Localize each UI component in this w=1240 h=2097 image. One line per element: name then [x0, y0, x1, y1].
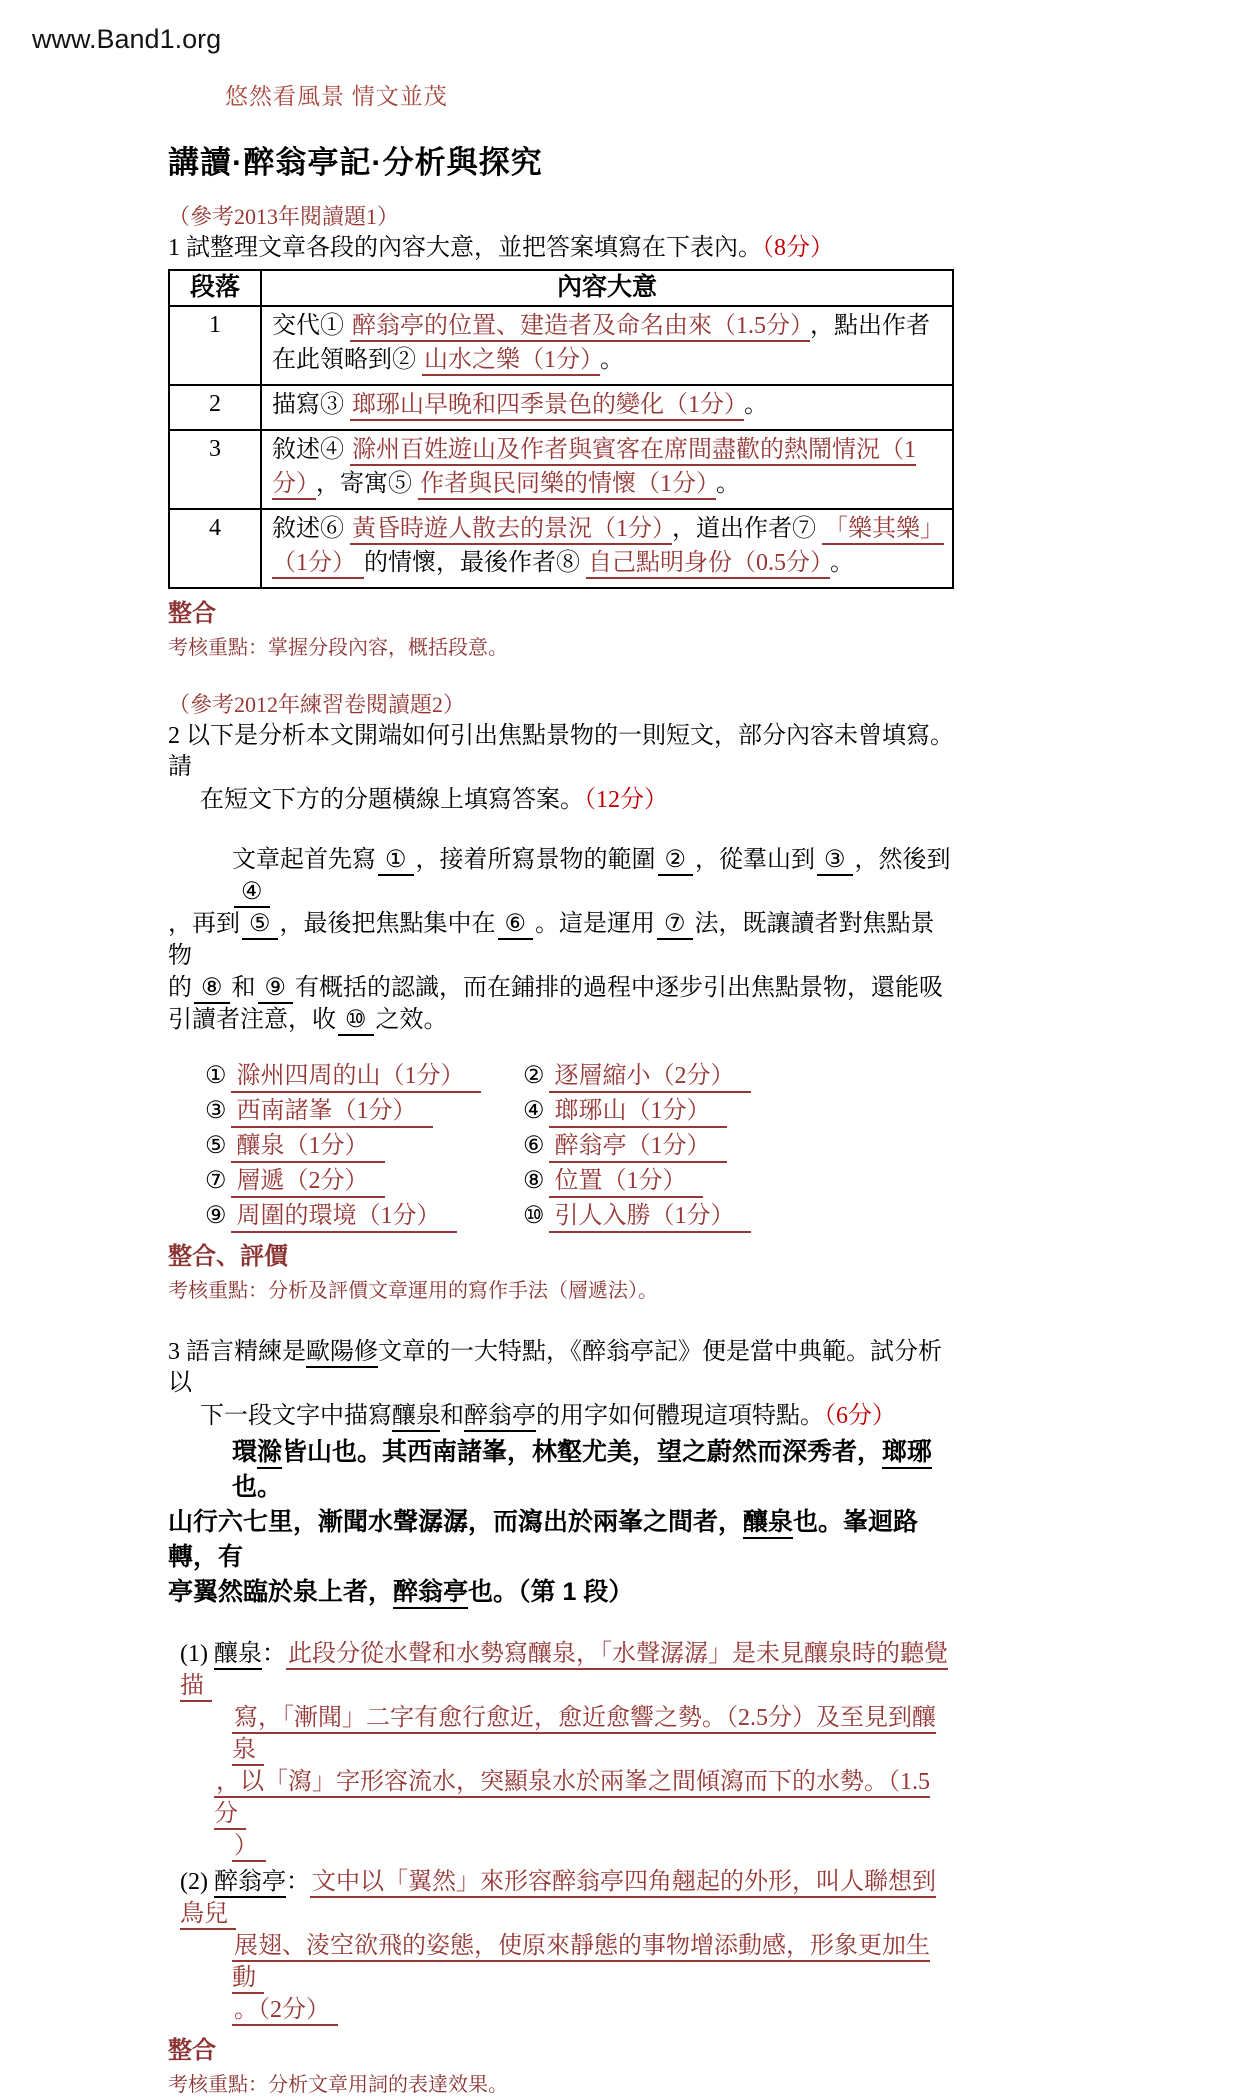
- worksheet-content: [168, 0, 954, 2097]
- text-run: 也。: [232, 1473, 283, 1501]
- text-run: 之效。: [375, 1007, 448, 1033]
- assessment-focus: 考核重點：掌握分段內容，概括段意。: [168, 637, 508, 659]
- blank-field[interactable]: ⑦: [657, 911, 693, 940]
- answer-item: [205, 1130, 523, 1162]
- text-run: 下一段文字中描寫: [200, 1403, 392, 1429]
- answer-item: [205, 1095, 523, 1127]
- answer-number: ④: [523, 1098, 545, 1124]
- text-run: 。: [600, 347, 624, 373]
- text-run: (1): [180, 1641, 214, 1667]
- answer-text: 滁州四周的山（1分）: [231, 1063, 481, 1093]
- text-run: 文章起首先寫: [232, 847, 376, 873]
- q3-stem-line1: [168, 1337, 954, 1399]
- answer-text: 展翅、淩空欲飛的姿態，使原來靜態的事物增添動感，形象更加生動: [232, 1933, 930, 1994]
- table-row: [169, 509, 953, 588]
- paragraph-number: 3: [169, 430, 261, 509]
- answer-text: 滁州百姓遊山及作者與賓客在席間盡歡的熱鬧情況（1分）: [272, 437, 916, 500]
- q3-answer-1: [180, 1638, 954, 1862]
- text-run: ：: [261, 1641, 286, 1667]
- paragraph-number: 1: [169, 306, 261, 385]
- underlined-term: 釀泉: [214, 1641, 262, 1670]
- marks-label: （12分）: [584, 787, 668, 813]
- blank-field[interactable]: ⑩: [338, 1007, 374, 1036]
- answer-text: 自己點明身份（0.5分）: [586, 550, 830, 579]
- text-run: 法，既讓讀者對焦點景物: [168, 911, 935, 969]
- text-run: ，點出作者在此領略到②: [272, 313, 930, 373]
- text-run: 在短文下方的分題橫線上填寫答案。: [200, 787, 584, 813]
- answer-line: [232, 1702, 954, 1766]
- q3-answer-2: [180, 1866, 954, 2026]
- q2-stem-line1: [168, 721, 954, 783]
- answer-text: 「樂其樂」（1分）: [272, 516, 944, 579]
- answer-text: 位置（1分）: [549, 1168, 703, 1198]
- q1-reference-note: （參考2013年閱讀題1）: [168, 204, 400, 229]
- text-run: 的用字如何體現這項特點。: [536, 1403, 824, 1429]
- table-header-row: [169, 270, 953, 306]
- table-row: [169, 385, 953, 430]
- answer-number: ⑩: [523, 1203, 545, 1229]
- page-title: 講讀·醉翁亭記·分析與探究: [168, 145, 543, 180]
- section-heading-integrate-evaluate: 整合、評價: [168, 1243, 288, 1270]
- blank-field[interactable]: ⑨: [258, 975, 294, 1004]
- answer-line: [214, 1766, 954, 1830]
- answer-text: 寫，「漸聞」二字有愈行愈近，愈近愈響之勢。（2.5分）及至見到釀泉: [232, 1705, 936, 1766]
- text-run: 。: [744, 392, 768, 418]
- underlined-term: 歐陽修: [306, 1339, 378, 1368]
- paragraph-summary: [261, 385, 953, 430]
- marks-label: （8分）: [762, 235, 834, 261]
- answer-item: [523, 1165, 883, 1197]
- text-run: 3 語言精練是: [168, 1339, 306, 1365]
- underlined-term: 釀泉: [743, 1508, 793, 1539]
- text-run: 和: [231, 975, 256, 1001]
- answer-text: 此段分從水聲和水勢寫釀泉，「水聲潺潺」是未見釀泉時的聽覺描: [180, 1641, 948, 1702]
- answer-item: [523, 1200, 883, 1232]
- text-run: 文章的一大特點，《醉翁亭記》便是當中典範。試分析以: [168, 1339, 942, 1396]
- text-run: 。這是運用: [535, 911, 656, 937]
- section-heading-integrate: 整合: [168, 600, 216, 627]
- paragraph-summary: [261, 430, 953, 509]
- text-run: 。: [830, 550, 854, 576]
- text-run: 敘述⑥: [272, 516, 350, 542]
- site-watermark: www.Band1.org: [32, 24, 222, 54]
- blank-field[interactable]: ⑥: [498, 911, 534, 940]
- q2-cloze-passage: [168, 844, 954, 1036]
- answer-item: [523, 1060, 883, 1092]
- underlined-term: 瑯琊: [882, 1438, 932, 1469]
- assessment-focus: 考核重點：分析及評價文章運用的寫作手法（層遞法）。: [168, 1280, 658, 1302]
- table-header-paragraph: 段落: [169, 270, 261, 306]
- answer-item: [523, 1130, 883, 1162]
- answer-line: [180, 1638, 954, 1702]
- text-run: 也。峯迴路轉，有: [168, 1508, 919, 1571]
- q2-answers-grid: [205, 1060, 954, 1232]
- passage-line: [168, 1004, 954, 1036]
- marks-label: （6分）: [824, 1403, 896, 1429]
- table-header-summary: 內容大意: [261, 270, 953, 306]
- answer-item: [205, 1200, 523, 1232]
- answer-item: [523, 1095, 883, 1127]
- text-run: ，接着所寫景物的範圍: [415, 847, 656, 873]
- text-run: 有概括的認識，而在鋪排的過程中逐步引出焦點景物，還能吸: [295, 975, 944, 1001]
- quote-line: [168, 1505, 954, 1575]
- text-run: 也。（第 1 段）: [468, 1578, 634, 1606]
- table-row: [169, 430, 953, 509]
- underlined-term: 滁: [257, 1438, 282, 1469]
- text-run: 皆山也。其西南諸峯，林壑尤美，望之蔚然而深秀者，: [282, 1438, 883, 1466]
- blank-field[interactable]: ⑧: [194, 975, 230, 1004]
- answer-text: 山水之樂（1分）: [422, 347, 600, 376]
- answer-number: ⑨: [205, 1203, 227, 1229]
- answer-number: ⑤: [205, 1133, 227, 1159]
- underlined-term: 醉翁亭: [214, 1869, 286, 1898]
- answer-text: 。（2分）: [232, 1997, 338, 2026]
- answer-line: [232, 1994, 954, 2026]
- assessment-focus: 考核重點：分析文章用詞的表達效果。: [168, 2074, 508, 2096]
- text-run: 山行六七里，漸聞水聲潺潺，而瀉出於兩峯之間者，: [168, 1508, 744, 1536]
- quote-line: [232, 1435, 954, 1505]
- answer-number: ⑧: [523, 1168, 545, 1194]
- answer-item: [205, 1165, 523, 1197]
- answer-text: 醉翁亭（1分）: [549, 1133, 727, 1163]
- underlined-term: 醉翁亭: [393, 1578, 468, 1609]
- answer-number: ⑦: [205, 1168, 227, 1194]
- answer-text: 釀泉（1分）: [231, 1133, 385, 1163]
- publisher-slogan: 悠然看風景 情文並茂: [225, 84, 448, 109]
- answer-text: 層遞（2分）: [231, 1168, 385, 1198]
- text-run: 描寫③: [272, 392, 350, 418]
- paragraph-number: 2: [169, 385, 261, 430]
- q3-source-quote: [168, 1435, 954, 1610]
- q3-stem-line2: [200, 1401, 954, 1432]
- text-run: ，最後把焦點集中在: [279, 911, 496, 937]
- answer-item: [205, 1060, 523, 1092]
- answer-number: ⑥: [523, 1133, 545, 1159]
- text-run: ，再到: [168, 911, 240, 937]
- answer-text: 引人入勝（1分）: [549, 1203, 751, 1233]
- text-run: ：: [285, 1869, 310, 1895]
- passage-line: [232, 844, 954, 908]
- answer-number: ③: [205, 1098, 227, 1124]
- text-run: (2): [180, 1869, 214, 1895]
- text-run: 環: [232, 1438, 258, 1466]
- answer-number: ②: [523, 1063, 545, 1089]
- answer-line: [232, 1930, 954, 1994]
- answer-text: ）: [232, 1833, 266, 1862]
- paragraph-summary: [261, 509, 953, 588]
- answer-line: [180, 1866, 954, 1930]
- text-run: 交代①: [272, 313, 350, 339]
- answer-text: 逐層縮小（2分）: [549, 1063, 751, 1093]
- blank-field[interactable]: ⑤: [242, 911, 278, 940]
- answer-text: 西南諸峯（1分）: [231, 1098, 433, 1128]
- table-row: [169, 306, 953, 385]
- passage-line: [168, 908, 954, 972]
- text-run: 的: [168, 975, 192, 1001]
- answer-text: 作者與民同樂的情懷（1分）: [418, 471, 716, 500]
- paragraph-summary: [261, 306, 953, 385]
- paragraph-number: 4: [169, 509, 261, 588]
- text-run: ，然後到: [854, 847, 951, 873]
- text-run: 。: [716, 471, 740, 497]
- answer-text: ，以「瀉」字形容流水，突顯泉水於兩峯之間傾瀉而下的水勢。（1.5分: [214, 1769, 930, 1830]
- text-run: 亭翼然臨於泉上者，: [168, 1578, 394, 1606]
- q1-answer-table: [168, 269, 954, 589]
- text-run: ，道出作者⑦: [672, 516, 822, 542]
- section-heading-integrate: 整合: [168, 2037, 216, 2064]
- blank-field[interactable]: ④: [234, 879, 270, 908]
- answer-text: 黃昏時遊人散去的景況（1分）: [350, 516, 672, 545]
- text-run: 引讀者注意，收: [168, 1007, 336, 1033]
- answer-text: 瑯琊山早晚和四季景色的變化（1分）: [350, 392, 744, 421]
- underlined-term: 醉翁亭: [464, 1403, 536, 1432]
- text-run: ，從羣山到: [695, 847, 816, 873]
- answer-text: 醉翁亭的位置、建造者及命名由來（1.5分）: [350, 313, 810, 342]
- q2-reference-note: （參考2012年練習卷閱讀題2）: [168, 692, 466, 717]
- q2-stem-line2: [200, 785, 954, 816]
- blank-field[interactable]: ②: [658, 847, 694, 876]
- text-run: 和: [440, 1403, 464, 1429]
- answer-text: 周圍的環境（1分）: [231, 1203, 457, 1233]
- quote-line: [168, 1575, 954, 1610]
- underlined-term: 釀泉: [392, 1403, 440, 1432]
- answer-text: 文中以「翼然」來形容醉翁亭四角翹起的外形，叫人聯想到鳥兒: [180, 1869, 936, 1930]
- passage-line: [168, 972, 954, 1004]
- blank-field[interactable]: ③: [817, 847, 853, 876]
- answer-number: ①: [205, 1063, 227, 1089]
- blank-field[interactable]: ①: [378, 847, 414, 876]
- text-run: 2 以下是分析本文開端如何引出焦點景物的一則短文，部分內容未曾填寫。請: [168, 723, 954, 780]
- answer-text: 瑯琊山（1分）: [549, 1098, 727, 1128]
- text-run: 敘述④: [272, 437, 350, 463]
- text-run: 的情懷，最後作者⑧: [364, 550, 586, 576]
- text-run: 1 試整理文章各段的內容大意，並把答案填寫在下表內。: [168, 235, 762, 261]
- text-run: ，寄寓⑤: [316, 471, 418, 497]
- answer-line: [232, 1830, 954, 1862]
- q1-stem: [168, 233, 954, 264]
